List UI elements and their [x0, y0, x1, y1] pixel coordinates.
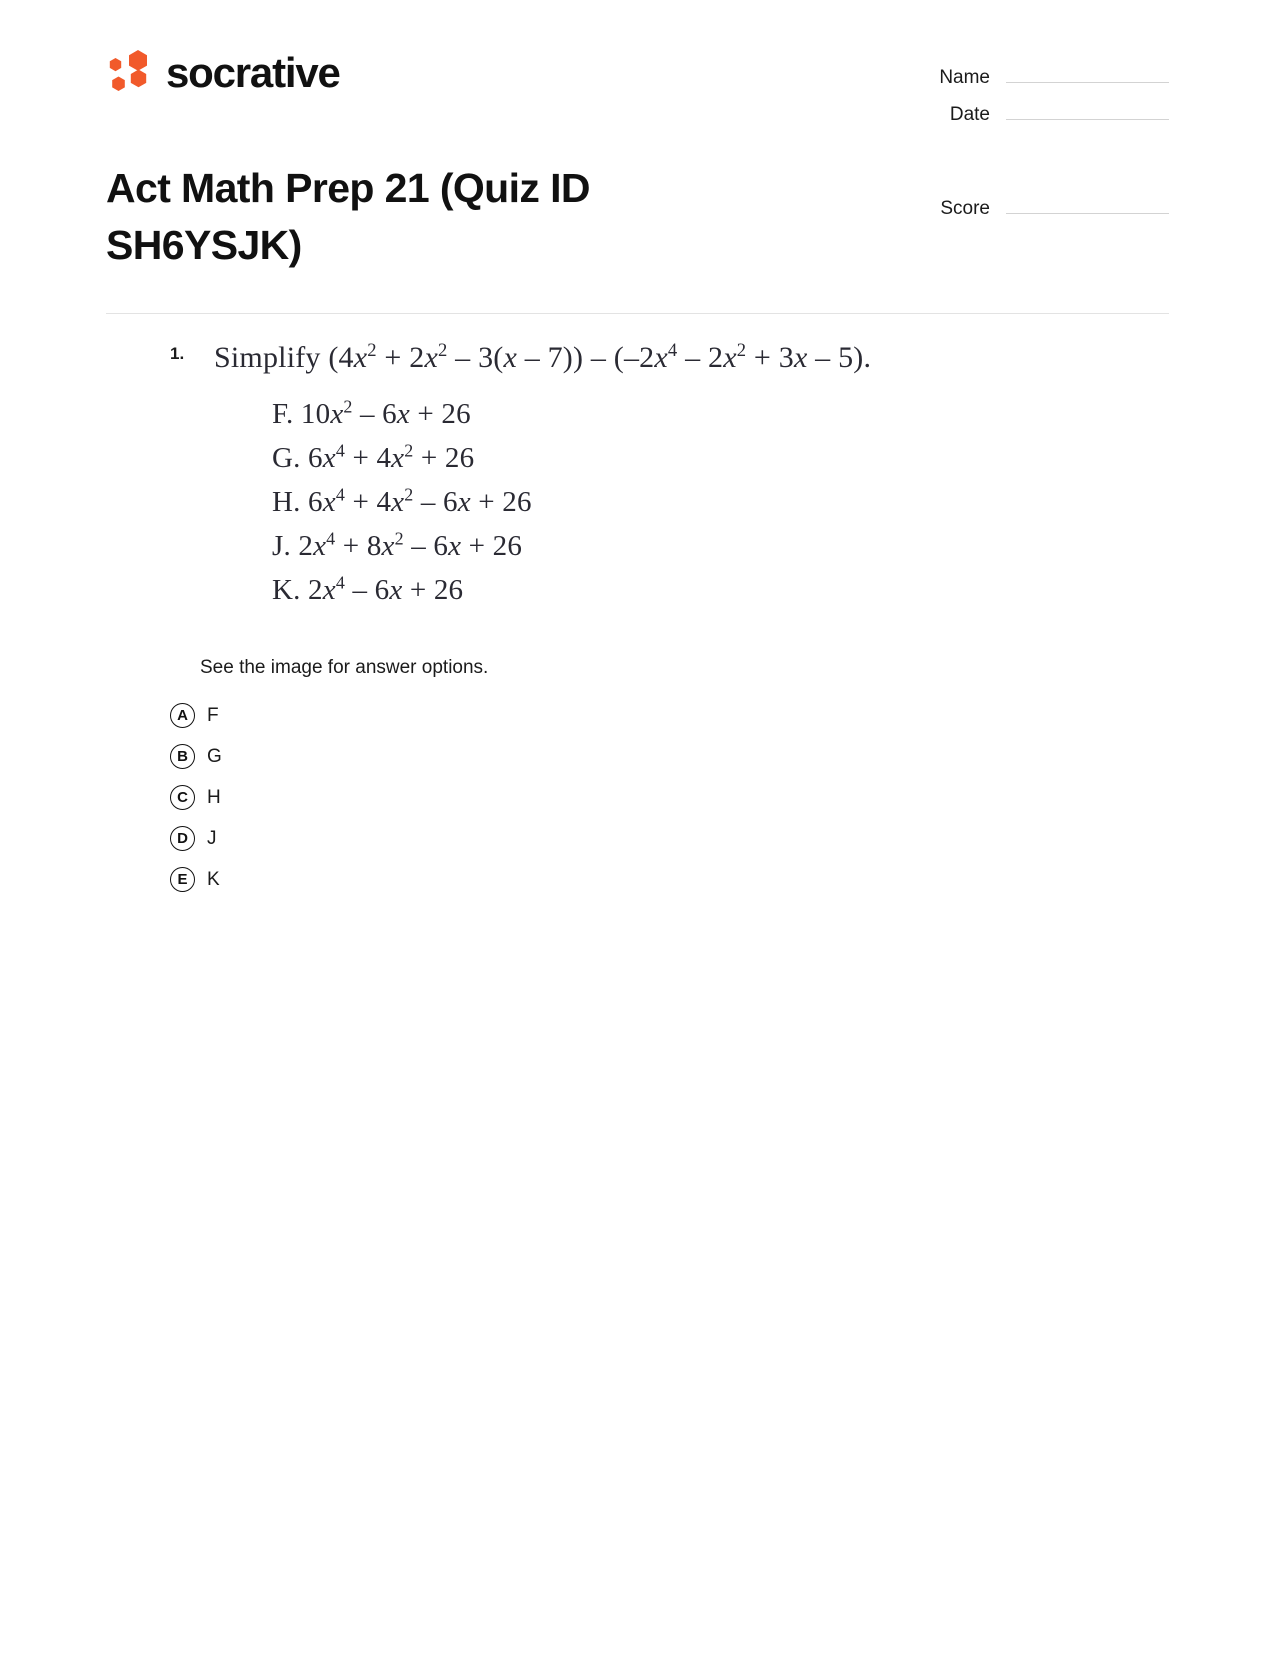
header-divider	[106, 313, 1169, 314]
brand-wordmark: socrative	[166, 49, 340, 96]
date-field-label: Date	[949, 104, 990, 125]
answer-bubble-e[interactable]: E	[170, 867, 195, 892]
question-1	[106, 340, 1169, 900]
date-field-line[interactable]	[1006, 99, 1169, 120]
socrative-logo	[106, 48, 340, 98]
name-field-label: Name	[939, 67, 990, 88]
answer-label-b: G	[207, 745, 222, 767]
answer-bubble-a[interactable]: A	[170, 703, 195, 728]
answer-option-list	[170, 695, 1169, 900]
question-caption: See the image for answer options.	[200, 656, 489, 678]
date-field-row	[869, 99, 1169, 126]
question-choice-k: K. $2x^4 - 6x + 26$	[272, 572, 464, 607]
question-stem	[214, 340, 1169, 376]
question-stem-text: Simplify $(4x^2 + 2x^2 - 3(x - 7)) - (-2x^4 - 2x^2 + 3x - 5)$.	[214, 340, 872, 375]
answer-option-c[interactable]	[170, 777, 1169, 818]
answer-bubble-c[interactable]: C	[170, 785, 195, 810]
answer-bubble-d[interactable]: D	[170, 826, 195, 851]
answer-label-d: J	[207, 827, 217, 849]
answer-option-b[interactable]	[170, 736, 1169, 777]
name-field-line[interactable]	[1006, 62, 1169, 83]
title-block	[106, 160, 1169, 273]
question-choice-g: G. $6x^4 + 4x^2 + 26$	[272, 440, 475, 475]
question-choice-f: F. $10x^2 - 6x + 26$	[272, 396, 471, 431]
question-number: 1.	[170, 344, 185, 364]
score-field-label: Score	[940, 198, 990, 219]
question-image	[214, 340, 1169, 612]
page-title: Act Math Prep 21 (Quiz ID SH6YSJK)	[106, 165, 590, 268]
answer-label-c: H	[207, 786, 221, 808]
hexagon-cluster-icon	[106, 48, 152, 98]
question-choice-h: H. $6x^4 + 4x^2 - 6x + 26$	[272, 484, 532, 519]
answer-option-a[interactable]	[170, 695, 1169, 736]
name-field-row	[869, 62, 1169, 89]
question-choice-list	[272, 392, 1169, 612]
answer-option-e[interactable]	[170, 859, 1169, 900]
answer-bubble-b[interactable]: B	[170, 744, 195, 769]
question-choice-j: J. $2x^4 + 8x^2 - 6x + 26$	[272, 528, 523, 563]
answer-option-d[interactable]	[170, 818, 1169, 859]
answer-label-e: K	[207, 868, 220, 890]
answer-label-a: F	[207, 704, 219, 726]
